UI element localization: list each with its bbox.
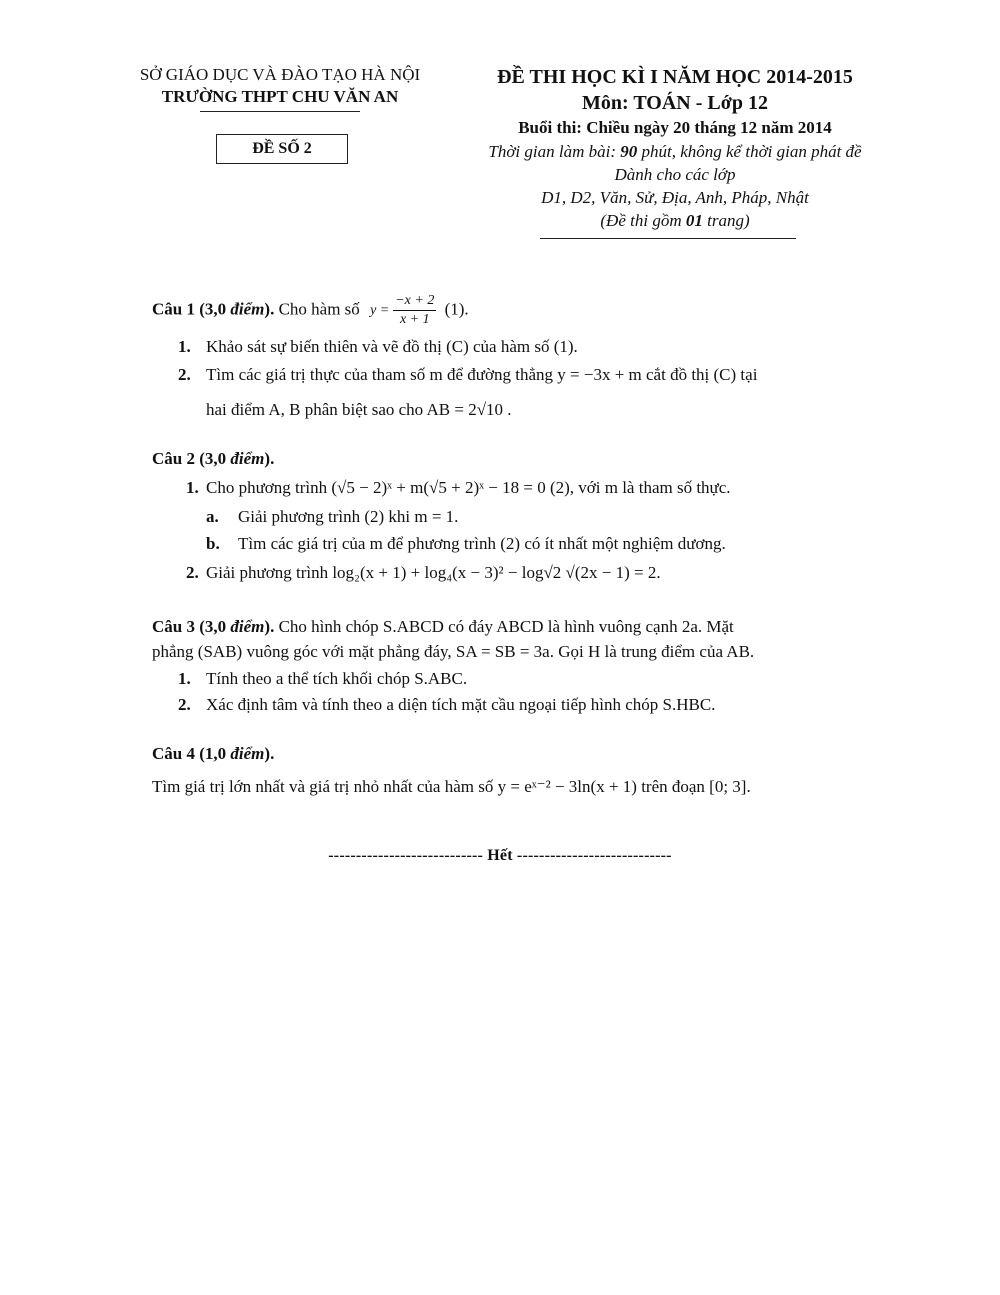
school-name: TRƯỜNG THPT CHU VĂN AN — [161, 87, 399, 106]
q1-part2-cont: hai điểm A, B phân biệt sao cho AB = 2√10 . — [206, 400, 512, 419]
q2-heading: Câu 2 (3,0 điểm). — [152, 449, 275, 468]
header-left — [120, 64, 440, 108]
exam-session: Buổi thi: Chiều ngày 20 tháng 12 năm 2014 — [518, 118, 832, 137]
exam-title: ĐỀ THI HỌC KÌ I NĂM HỌC 2014-2015 — [497, 66, 853, 88]
class-list: D1, D2, Văn, Sử, Địa, Anh, Pháp, Nhật — [541, 188, 809, 207]
exam-code-box — [216, 134, 348, 164]
q3-heading: Câu 3 (3,0 điểm). Cho hình chóp S.ABCD có đáy ABCD là hình vuông cạnh 2a. Mặt — [152, 617, 734, 636]
q1-heading: Câu 1 (3,0 điểm). Cho hàm số y = $\frac{-x + 2}{x + 1}$ (1). — [152, 293, 469, 327]
q3-part1: 1. Tính theo a thể tích khối chóp S.ABC. — [178, 669, 468, 688]
header-right-divider — [540, 238, 796, 239]
page-count: (Đề thi gồm 01 trang) — [600, 211, 750, 230]
q1-part2: 2. Tìm các giá trị thực của tham số m để đường thẳng y = −3x + m cắt đồ thị (C) tại — [178, 365, 758, 384]
for-classes: Dành cho các lớp — [614, 165, 736, 184]
q4-text: Tìm giá trị lớn nhất và giá trị nhỏ nhất của hàm số y = eˣ⁻² − 3ln(x + 1) trên đoạn [0; 3]. — [152, 777, 751, 796]
q2-part-b: b. Tìm các giá trị của m để phương trình (2) có ít nhất một nghiệm dương. — [206, 534, 726, 553]
exam-code: ĐỀ SỐ 2 — [252, 140, 312, 157]
q4-heading: Câu 4 (1,0 điểm). — [152, 744, 275, 763]
q2-part1: 1. Cho phương trình (√5 − 2)ˣ + m(√5 + 2)ˣ − 18 = 0 (2), với m là tham số thực. — [186, 478, 731, 497]
exam-subject: Môn: TOÁN - Lớp 12 — [582, 92, 768, 114]
q3-part2: 2. Xác định tâm và tính theo a diện tích mặt cầu ngoại tiếp hình chóp S.HBC. — [178, 695, 716, 714]
header-right — [430, 64, 920, 232]
exam-time: Thời gian làm bài: 90 phút, không kể thời gian phát đề — [488, 142, 862, 161]
q2-part2: 2. Giải phương trình log₂(x + 1) + log₄(x − 3)² − log√2 √(2x − 1) = 2. — [186, 563, 661, 582]
end-marker: ---------------------------- Hết ---------------------------- — [328, 847, 672, 864]
header-left-divider — [200, 111, 360, 112]
q1-fraction: $\frac{-x + 2}{x + 1}$ — [395, 293, 435, 327]
q3-line2: phẳng (SAB) vuông góc với mặt phẳng đáy, SA = SB = 3a. Gọi H là trung điểm của AB. — [152, 642, 755, 661]
q2-part-a: a. Giải phương trình (2) khi m = 1. — [206, 507, 459, 526]
department-name: SỞ GIÁO DỤC VÀ ĐÀO TẠO HÀ NỘI — [139, 65, 421, 84]
q1-part1: 1. Khảo sát sự biến thiên và vẽ đồ thị (C) của hàm số (1). — [178, 337, 578, 356]
